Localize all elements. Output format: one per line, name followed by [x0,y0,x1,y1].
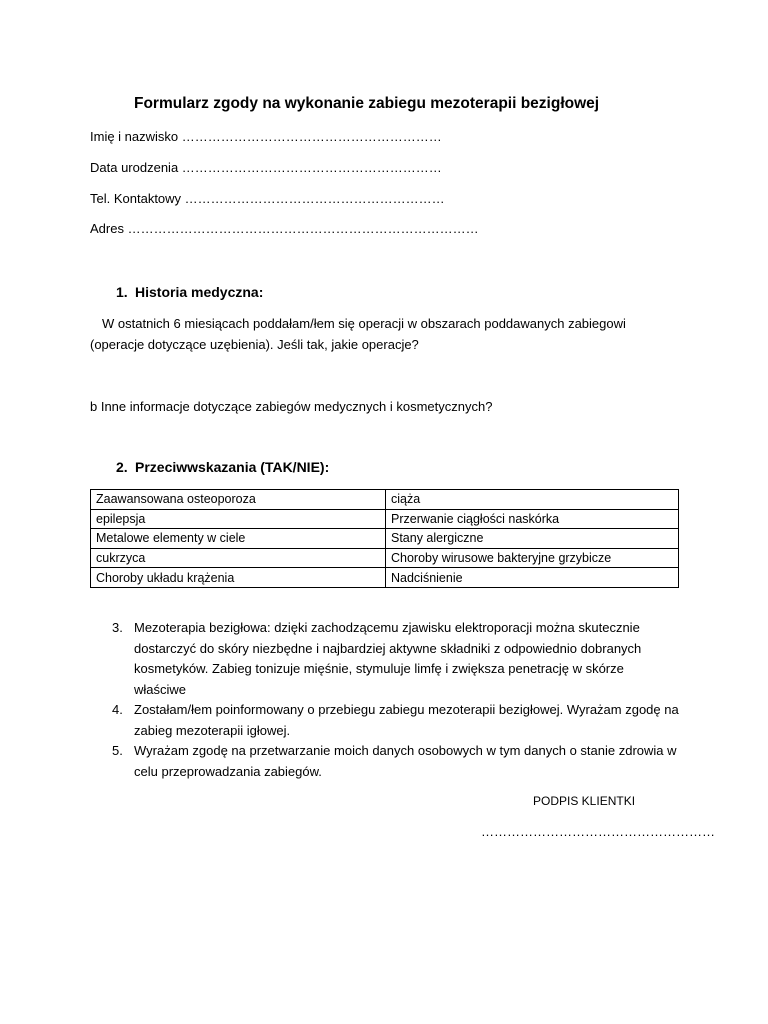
table-row [91,490,679,510]
list-item [112,618,679,700]
point-number: 5. [112,743,123,758]
phone-field: Tel. Kontaktowy …………………………………………………… [90,191,445,206]
birth-date-field: Data urodzenia …………………………………………………… [90,160,442,175]
table-cell: Nadciśnienie [386,568,679,588]
consent-points-list [112,618,679,782]
table-cell: Choroby układu krążenia [91,568,386,588]
table-cell: Zaawansowana osteoporoza [91,490,386,510]
section-1-heading [116,284,263,300]
list-item [112,700,679,741]
address-field: Adres ……………………………………………………………………… [90,221,479,236]
table-row [91,509,679,529]
section-2-number: 2. [116,459,128,475]
section-1-title: Historia medyczna: [135,284,264,300]
table-cell: Stany alergiczne [386,529,679,549]
table-cell: cukrzyca [91,548,386,568]
table-cell: Przerwanie ciągłości naskórka [386,509,679,529]
point-text: Mezoterapia bezigłowa: dzięki zachodzącemu zjawisku elektroporacji można skutecznie dostarczyć do skóry niezbędne i najbardziej aktywne składniki z odpowiednio dobranych kosmetyków. Zabieg tonizuje mięśnie, stymuluje limfę i zwiększa penetrację w skórze właściwe [134,620,642,697]
signature-label: PODPIS KLIENTKI [533,794,636,808]
name-field: Imię i nazwisko …………………………………………………… [90,129,442,144]
table-row [91,568,679,588]
contraindications-table [90,489,679,588]
table-cell: epilepsja [91,509,386,529]
signature-line: ……………………………………………… [481,824,715,839]
table-cell: Choroby wirusowe bakteryjne grzybicze [386,548,679,568]
form-title: Formularz zgody na wykonanie zabiegu mezoterapii bezigłowej [134,95,600,112]
section-2-heading [116,459,329,475]
section-2-title: Przeciwwskazania (TAK/NIE): [135,459,330,475]
table-row [91,529,679,549]
list-item [112,741,679,782]
table-cell: Metalowe elementy w ciele [91,529,386,549]
medical-history-question-b: b Inne informacje dotyczące zabiegów medycznych i kosmetycznych? [90,399,493,414]
medical-history-question-a: W ostatnich 6 miesiącach poddałam/łem się operacji w obszarach poddawanych zabiegowi (operacje dotyczące uzębienia). Jeśli tak, jakie operacje? [90,316,626,352]
point-text: Zostałam/łem poinformowany o przebiegu zabiegu mezoterapii bezigłowej. Wyrażam zgodę na zabieg mezoterapii igłowej. [134,702,679,738]
section-1-number: 1. [116,284,128,300]
table-cell: ciąża [386,490,679,510]
point-number: 4. [112,702,123,717]
table-row [91,548,679,568]
point-text: Wyrażam zgodę na przetwarzanie moich danych osobowych w tym danych o stanie zdrowia w celu przeprowadzania zabiegów. [134,743,677,779]
point-number: 3. [112,620,123,635]
